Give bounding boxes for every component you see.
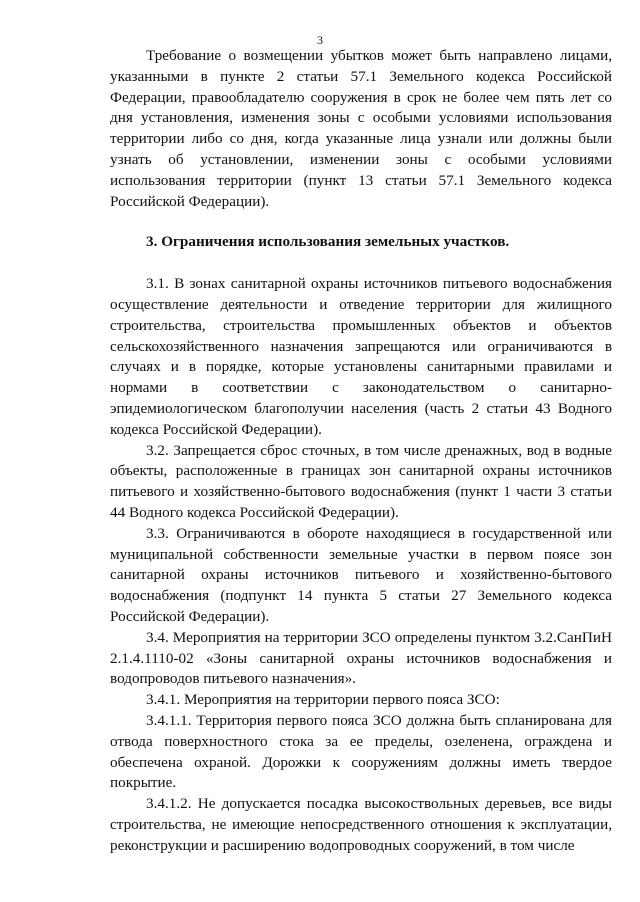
paragraph-3-4-1-2: 3.4.1.2. Не допускается посадка высокоствольных деревьев, все виды строительства, не имеющие непосредственного отношения к эксплуатации, реконструкции и расширению водопроводных сооружений, в том числе xyxy=(110,795,612,854)
document-body xyxy=(110,46,612,856)
paragraph-3-2: 3.2. Запрещается сброс сточных, в том числе дренажных, вод в водные объекты, расположенные в границах зон санитарной охраны источников питьевого и хозяйственно-бытового водоснабжения (пункт 1 части 3 статьи 44 Водного кодекса Российской Федерации). xyxy=(110,441,612,521)
page-number: 3 xyxy=(317,33,323,47)
paragraph-3-4-1-1: 3.4.1.1. Территория первого пояса ЗСО должна быть спланирована для отвода поверхностного стока за ее пределы, озеленена, ограждена и обеспечена охраной. Дорожки к сооружениям должны иметь твердое покрытие. xyxy=(110,711,612,792)
section-heading: 3. Ограничения использования земельных участков. xyxy=(146,233,510,251)
paragraph-damages: Требование о возмещении убытков может быть направлено лицами, указанными в пункте 2 статьи 57.1 Земельного кодекса Российской Федерации, правообладателю сооружения в срок не более чем пять лет со дня установления, изменения зоны с особыми условиями использования территории либо со дня, когда указанные лица узнали или должны были узнать об установлении, изменении зоны с особыми условиями использования территории (пункт 13 статьи 57.1 Земельного кодекса Российской Федерации). xyxy=(110,47,612,210)
paragraph-3-1: 3.1. В зонах санитарной охраны источников питьевого водоснабжения осуществление деятельности и отведение территории для жилищного строительства, строительства промышленных объектов и объектов сельскохозяйственного назначения запрещаются или ограничиваются в случаях и в порядке, которые установлены санитарными правилами и нормами в соответствии с законодательством о санитарно-эпидемиологическом благополучии населения (часть 2 статьи 43 Водного кодекса Российской Федерации). xyxy=(110,275,612,438)
paragraph-3-4: 3.4. Мероприятия на территории ЗСО определены пунктом 3.2.СанПиН 2.1.4.1110-02 «Зоны санитарной охраны источников водоснабжения и водопроводов питьевого назначения». xyxy=(110,628,612,688)
paragraph-3-3: 3.3. Ограничиваются в обороте находящиеся в государственной или муниципальной собственности земельные участки в первом поясе зон санитарной охраны источников питьевого и хозяйственно-бытового водоснабжения (подпункт 14 пункта 5 статьи 27 Земельного кодекса Российской Федерации). xyxy=(110,524,612,625)
paragraph-3-4-1: 3.4.1. Мероприятия на территории первого пояса ЗСО: xyxy=(146,691,500,709)
